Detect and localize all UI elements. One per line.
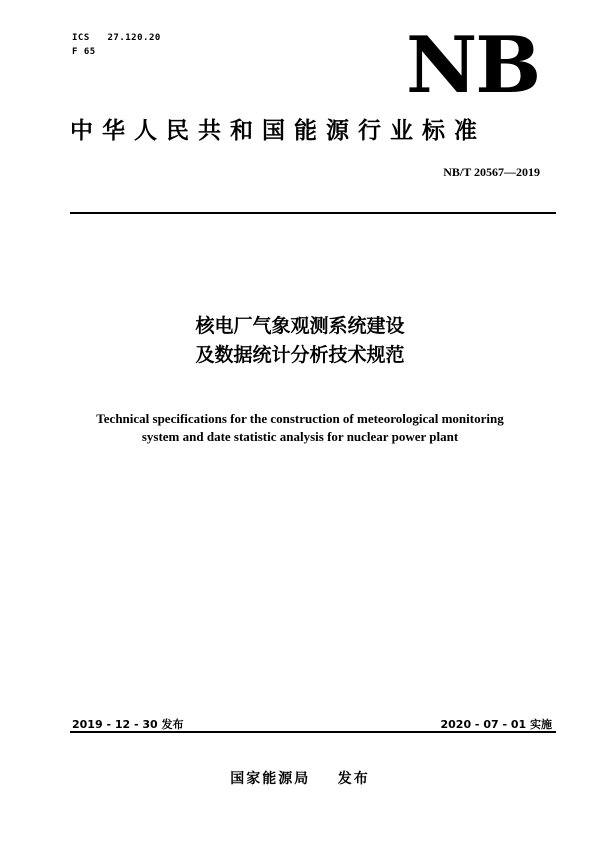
ccs-code: F 65 <box>72 47 96 57</box>
standard-number: NB/T 20567—2019 <box>443 165 540 179</box>
top-divider <box>70 212 556 214</box>
ics-code: ICS 27.120.20 <box>72 33 161 43</box>
chinese-title-line-2: 及数据统计分析技术规范 <box>195 344 405 366</box>
english-title-line-2: system and date statistic analysis for nuclear power plant <box>141 429 459 444</box>
chinese-title <box>0 312 600 370</box>
english-title-line-1: Technical specifications for the construction of meteorological monitoring <box>96 411 504 426</box>
english-title <box>0 410 600 446</box>
issuing-authority: 国家能源局 发布 <box>230 771 370 787</box>
implementation-date: 2020 - 07 - 01 实施 <box>440 718 552 731</box>
bottom-divider <box>70 731 556 733</box>
issue-date: 2019 - 12 - 30 发布 <box>72 718 184 731</box>
nb-logo: NB <box>406 20 540 111</box>
standard-type-heading: 中华人民共和国能源行业标准 <box>70 118 486 144</box>
chinese-title-line-1: 核电厂气象观测系统建设 <box>195 315 405 337</box>
